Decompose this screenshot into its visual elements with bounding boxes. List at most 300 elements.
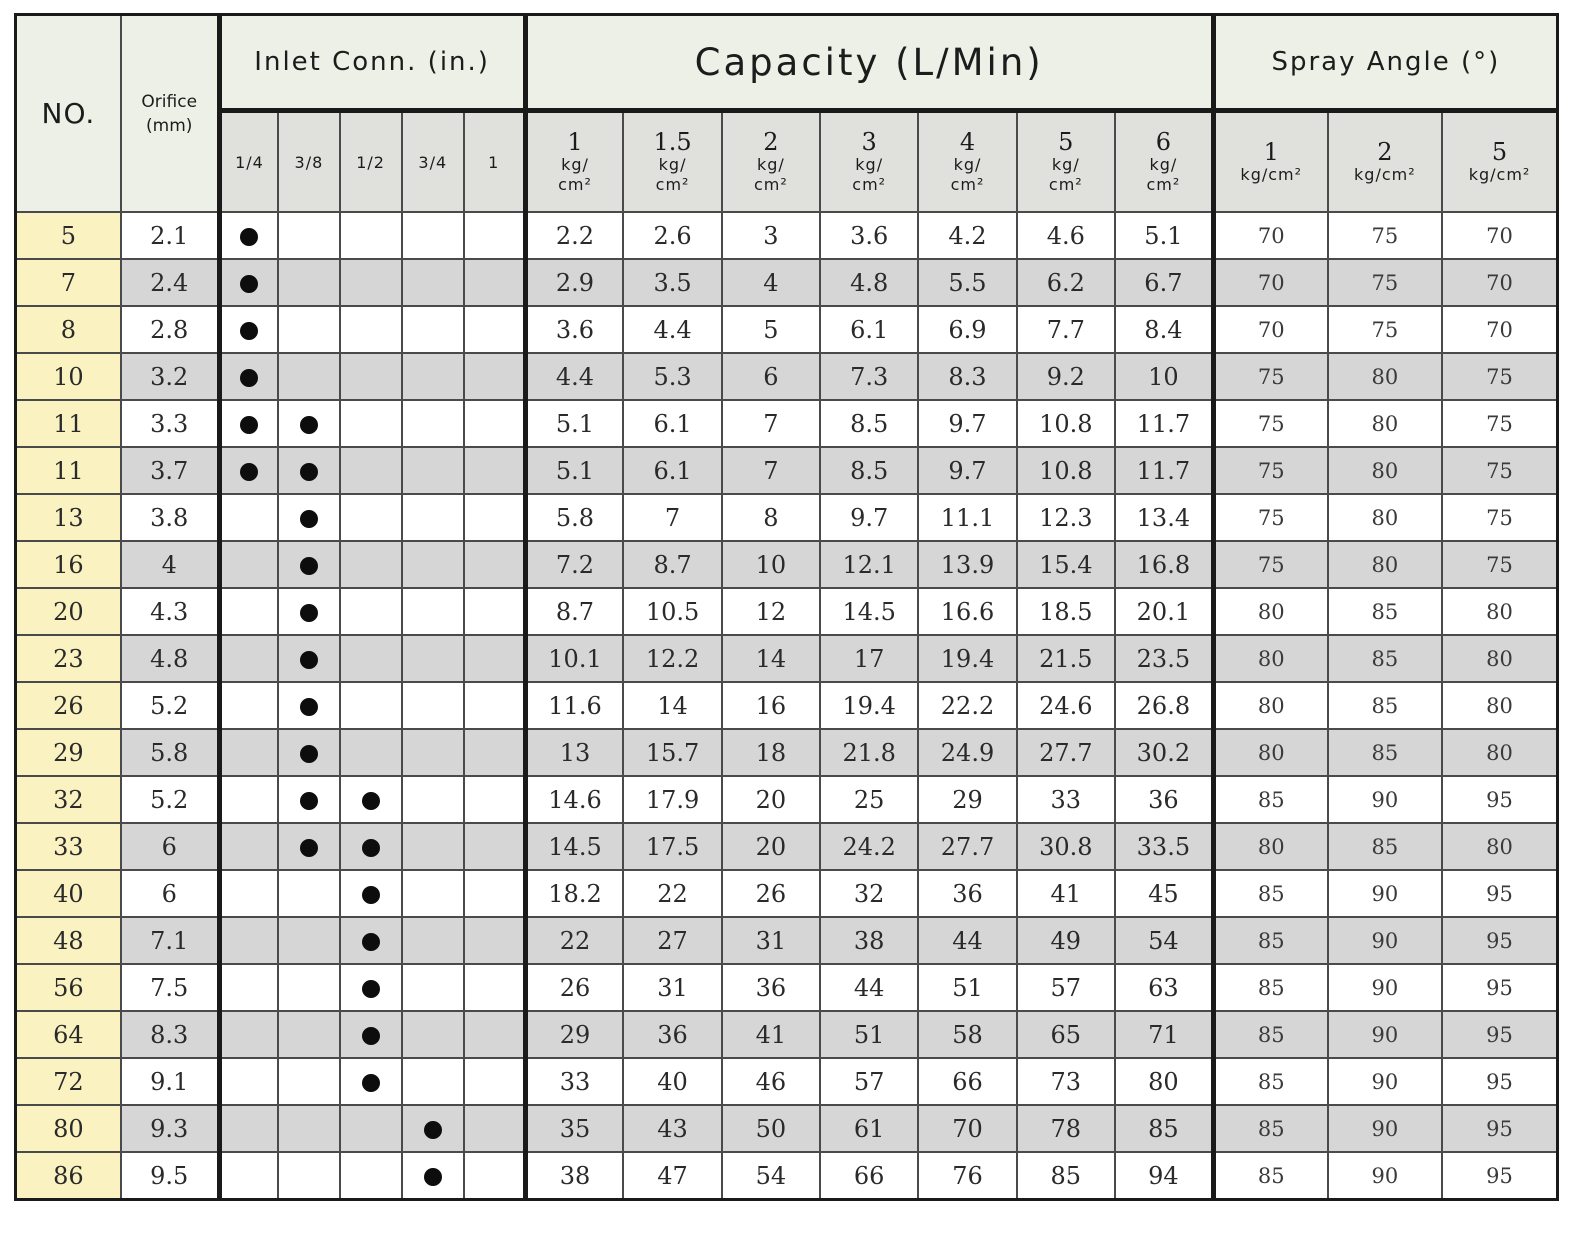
capacity-value: 22.2 bbox=[918, 682, 1016, 729]
capacity-value: 10 bbox=[1115, 353, 1213, 400]
filled-dot-icon bbox=[240, 416, 258, 434]
capacity-value: 94 bbox=[1115, 1152, 1213, 1200]
pressure-value: 1 bbox=[1263, 138, 1279, 166]
inlet-conn-cell bbox=[464, 588, 525, 635]
filled-dot-icon bbox=[362, 792, 380, 810]
table-row bbox=[16, 1152, 1558, 1200]
capacity-value: 51 bbox=[820, 1011, 918, 1058]
table-row bbox=[16, 635, 1558, 682]
table-row bbox=[16, 1105, 1558, 1152]
pressure-unit: kg/ bbox=[855, 155, 884, 174]
orifice-mm: 5.8 bbox=[121, 729, 219, 776]
capacity-value: 7 bbox=[722, 400, 820, 447]
capacity-value: 57 bbox=[820, 1058, 918, 1105]
capacity-value: 5.1 bbox=[525, 447, 623, 494]
filled-dot-icon bbox=[300, 745, 318, 763]
capacity-value: 58 bbox=[918, 1011, 1016, 1058]
inlet-conn-cell bbox=[402, 588, 464, 635]
inlet-conn-cell bbox=[219, 682, 278, 729]
capacity-value: 18 bbox=[722, 729, 820, 776]
capacity-value: 2.9 bbox=[525, 259, 623, 306]
inlet-conn-cell bbox=[340, 635, 402, 682]
inlet-conn-cell bbox=[340, 494, 402, 541]
inlet-conn-cell bbox=[278, 353, 339, 400]
capacity-value: 33 bbox=[1017, 776, 1115, 823]
capacity-value: 36 bbox=[1115, 776, 1213, 823]
capacity-value: 27.7 bbox=[1017, 729, 1115, 776]
capacity-value: 31 bbox=[623, 964, 721, 1011]
capacity-value: 19.4 bbox=[820, 682, 918, 729]
capacity-value: 65 bbox=[1017, 1011, 1115, 1058]
capacity-value: 13 bbox=[525, 729, 623, 776]
inlet-conn-cell bbox=[219, 870, 278, 917]
spray-angle-value: 85 bbox=[1213, 964, 1327, 1011]
capacity-value: 51 bbox=[918, 964, 1016, 1011]
table-row bbox=[16, 729, 1558, 776]
inlet-conn-cell bbox=[402, 1152, 464, 1200]
capacity-value: 66 bbox=[820, 1152, 918, 1200]
capacity-value: 25 bbox=[820, 776, 918, 823]
header-angle-pressure bbox=[1213, 111, 1327, 213]
capacity-value: 8.5 bbox=[820, 447, 918, 494]
orifice-mm: 3.2 bbox=[121, 353, 219, 400]
spray-angle-value: 75 bbox=[1213, 541, 1327, 588]
nozzle-number: 64 bbox=[16, 1011, 121, 1058]
inlet-conn-cell bbox=[464, 1011, 525, 1058]
capacity-value: 13.9 bbox=[918, 541, 1016, 588]
inlet-conn-cell bbox=[219, 541, 278, 588]
pressure-value: 1 bbox=[567, 128, 583, 156]
inlet-conn-cell bbox=[402, 1105, 464, 1152]
inlet-conn-cell bbox=[219, 1011, 278, 1058]
table-row bbox=[16, 306, 1558, 353]
orifice-mm: 4.8 bbox=[121, 635, 219, 682]
spray-angle-value: 95 bbox=[1442, 776, 1557, 823]
inlet-conn-cell bbox=[464, 400, 525, 447]
inlet-conn-cell bbox=[340, 541, 402, 588]
spray-angle-value: 70 bbox=[1442, 306, 1557, 353]
table-row bbox=[16, 588, 1558, 635]
nozzle-number: 20 bbox=[16, 588, 121, 635]
capacity-value: 17.9 bbox=[623, 776, 721, 823]
pressure-unit: cm² bbox=[655, 175, 690, 194]
table-row bbox=[16, 682, 1558, 729]
spray-angle-value: 75 bbox=[1213, 400, 1327, 447]
capacity-value: 3 bbox=[722, 212, 820, 259]
capacity-value: 8.5 bbox=[820, 400, 918, 447]
pressure-unit: cm² bbox=[753, 175, 788, 194]
spray-angle-value: 80 bbox=[1442, 729, 1557, 776]
inlet-conn-cell bbox=[219, 917, 278, 964]
orifice-mm: 7.1 bbox=[121, 917, 219, 964]
table-row bbox=[16, 823, 1558, 870]
spray-angle-value: 85 bbox=[1213, 1011, 1327, 1058]
capacity-value: 5 bbox=[722, 306, 820, 353]
inlet-conn-cell bbox=[340, 1105, 402, 1152]
header-capacity-pressure bbox=[1115, 111, 1213, 213]
table-row bbox=[16, 964, 1558, 1011]
inlet-conn-cell bbox=[402, 212, 464, 259]
spray-angle-value: 70 bbox=[1213, 212, 1327, 259]
table-row bbox=[16, 1058, 1558, 1105]
pressure-unit: kg/ bbox=[953, 155, 982, 174]
table-header bbox=[16, 15, 1558, 213]
inlet-conn-cell bbox=[340, 917, 402, 964]
spray-angle-value: 90 bbox=[1328, 1011, 1442, 1058]
table-body bbox=[16, 212, 1558, 1200]
inlet-conn-cell bbox=[464, 776, 525, 823]
capacity-value: 15.4 bbox=[1017, 541, 1115, 588]
pressure-unit: kg/cm² bbox=[1468, 165, 1531, 184]
sub-header-row bbox=[16, 111, 1558, 213]
spray-angle-value: 80 bbox=[1328, 400, 1442, 447]
capacity-value: 11.6 bbox=[525, 682, 623, 729]
capacity-value: 29 bbox=[525, 1011, 623, 1058]
orifice-mm: 5.2 bbox=[121, 776, 219, 823]
capacity-value: 7.3 bbox=[820, 353, 918, 400]
filled-dot-icon bbox=[300, 792, 318, 810]
table-row bbox=[16, 870, 1558, 917]
orifice-mm: 3.3 bbox=[121, 400, 219, 447]
capacity-value: 7 bbox=[722, 447, 820, 494]
inlet-conn-cell bbox=[464, 964, 525, 1011]
spray-angle-value: 80 bbox=[1442, 823, 1557, 870]
inlet-conn-cell bbox=[464, 353, 525, 400]
pressure-unit: kg/cm² bbox=[1354, 165, 1416, 184]
capacity-value: 17.5 bbox=[623, 823, 721, 870]
header-inlet-size: 1/2 bbox=[340, 111, 402, 213]
capacity-value: 6.1 bbox=[623, 447, 721, 494]
table-row bbox=[16, 541, 1558, 588]
spray-angle-value: 80 bbox=[1328, 353, 1442, 400]
inlet-conn-cell bbox=[464, 917, 525, 964]
capacity-value: 26 bbox=[722, 870, 820, 917]
table-row bbox=[16, 776, 1558, 823]
header-inlet-size: 3/4 bbox=[402, 111, 464, 213]
capacity-value: 41 bbox=[1017, 870, 1115, 917]
inlet-conn-cell bbox=[278, 964, 339, 1011]
filled-dot-icon bbox=[424, 1121, 442, 1139]
pressure-unit: cm² bbox=[558, 175, 592, 194]
capacity-value: 18.5 bbox=[1017, 588, 1115, 635]
header-spray-angle: Spray Angle (°) bbox=[1213, 15, 1557, 111]
inlet-conn-cell bbox=[278, 682, 339, 729]
capacity-value: 10.8 bbox=[1017, 400, 1115, 447]
capacity-value: 3.6 bbox=[820, 212, 918, 259]
spray-angle-value: 85 bbox=[1328, 682, 1442, 729]
capacity-value: 32 bbox=[820, 870, 918, 917]
filled-dot-icon bbox=[240, 228, 258, 246]
capacity-value: 4.4 bbox=[623, 306, 721, 353]
filled-dot-icon bbox=[240, 275, 258, 293]
capacity-value: 9.7 bbox=[820, 494, 918, 541]
orifice-mm: 2.8 bbox=[121, 306, 219, 353]
capacity-value: 14.6 bbox=[525, 776, 623, 823]
capacity-value: 45 bbox=[1115, 870, 1213, 917]
inlet-conn-cell bbox=[219, 1105, 278, 1152]
spray-angle-value: 80 bbox=[1442, 588, 1557, 635]
inlet-conn-cell bbox=[402, 541, 464, 588]
filled-dot-icon bbox=[300, 604, 318, 622]
spray-angle-value: 85 bbox=[1213, 1058, 1327, 1105]
inlet-conn-cell bbox=[278, 1011, 339, 1058]
capacity-value: 6.1 bbox=[623, 400, 721, 447]
capacity-value: 2.2 bbox=[525, 212, 623, 259]
inlet-conn-cell bbox=[278, 588, 339, 635]
orifice-mm: 4 bbox=[121, 541, 219, 588]
inlet-conn-cell bbox=[278, 306, 339, 353]
inlet-conn-cell bbox=[464, 635, 525, 682]
capacity-value: 7.2 bbox=[525, 541, 623, 588]
capacity-value: 44 bbox=[918, 917, 1016, 964]
capacity-value: 70 bbox=[918, 1105, 1016, 1152]
inlet-conn-cell bbox=[402, 1011, 464, 1058]
inlet-conn-cell bbox=[219, 494, 278, 541]
inlet-conn-cell bbox=[340, 306, 402, 353]
nozzle-spec-table bbox=[14, 13, 1559, 1201]
capacity-value: 35 bbox=[525, 1105, 623, 1152]
filled-dot-icon bbox=[362, 1027, 380, 1045]
capacity-value: 19.4 bbox=[918, 635, 1016, 682]
spray-angle-value: 75 bbox=[1442, 353, 1557, 400]
header-capacity-pressure bbox=[623, 111, 721, 213]
capacity-value: 24.2 bbox=[820, 823, 918, 870]
inlet-conn-cell bbox=[464, 1152, 525, 1200]
spray-angle-value: 75 bbox=[1213, 447, 1327, 494]
inlet-conn-cell bbox=[464, 729, 525, 776]
capacity-value: 4.4 bbox=[525, 353, 623, 400]
capacity-value: 54 bbox=[1115, 917, 1213, 964]
capacity-value: 11.7 bbox=[1115, 400, 1213, 447]
capacity-value: 78 bbox=[1017, 1105, 1115, 1152]
nozzle-number: 11 bbox=[16, 400, 121, 447]
capacity-value: 5.8 bbox=[525, 494, 623, 541]
spray-angle-value: 80 bbox=[1213, 729, 1327, 776]
capacity-value: 17 bbox=[820, 635, 918, 682]
spray-angle-value: 70 bbox=[1213, 259, 1327, 306]
orifice-mm: 5.2 bbox=[121, 682, 219, 729]
table-row bbox=[16, 212, 1558, 259]
capacity-value: 49 bbox=[1017, 917, 1115, 964]
spray-angle-value: 80 bbox=[1213, 635, 1327, 682]
inlet-conn-cell bbox=[219, 212, 278, 259]
header-angle-pressure bbox=[1328, 111, 1442, 213]
inlet-conn-cell bbox=[278, 870, 339, 917]
header-capacity-pressure bbox=[820, 111, 918, 213]
inlet-conn-cell bbox=[278, 1152, 339, 1200]
capacity-value: 40 bbox=[623, 1058, 721, 1105]
pressure-unit: kg/cm² bbox=[1240, 165, 1303, 184]
filled-dot-icon bbox=[362, 886, 380, 904]
nozzle-number: 7 bbox=[16, 259, 121, 306]
capacity-value: 20 bbox=[722, 776, 820, 823]
header-capacity-pressure bbox=[918, 111, 1016, 213]
header-capacity-pressure bbox=[1017, 111, 1115, 213]
capacity-value: 26.8 bbox=[1115, 682, 1213, 729]
header-inlet-size: 3/8 bbox=[278, 111, 339, 213]
filled-dot-icon bbox=[300, 698, 318, 716]
inlet-conn-cell bbox=[340, 212, 402, 259]
capacity-value: 16 bbox=[722, 682, 820, 729]
orifice-mm: 8.3 bbox=[121, 1011, 219, 1058]
capacity-value: 36 bbox=[623, 1011, 721, 1058]
spray-angle-value: 75 bbox=[1442, 541, 1557, 588]
table-row bbox=[16, 447, 1558, 494]
capacity-value: 30.2 bbox=[1115, 729, 1213, 776]
capacity-value: 80 bbox=[1115, 1058, 1213, 1105]
capacity-value: 26 bbox=[525, 964, 623, 1011]
header-orifice-unit: (mm) bbox=[146, 115, 193, 136]
capacity-value: 14.5 bbox=[820, 588, 918, 635]
pressure-unit: cm² bbox=[1146, 175, 1181, 194]
inlet-conn-cell bbox=[464, 870, 525, 917]
table-row bbox=[16, 494, 1558, 541]
nozzle-number: 32 bbox=[16, 776, 121, 823]
capacity-value: 16.6 bbox=[918, 588, 1016, 635]
nozzle-number: 48 bbox=[16, 917, 121, 964]
nozzle-number: 86 bbox=[16, 1152, 121, 1200]
spray-angle-value: 75 bbox=[1213, 494, 1327, 541]
capacity-value: 10.5 bbox=[623, 588, 721, 635]
capacity-value: 12.1 bbox=[820, 541, 918, 588]
spray-angle-value: 90 bbox=[1328, 1058, 1442, 1105]
inlet-conn-cell bbox=[278, 823, 339, 870]
inlet-conn-cell bbox=[402, 729, 464, 776]
capacity-value: 71 bbox=[1115, 1011, 1213, 1058]
inlet-conn-cell bbox=[278, 400, 339, 447]
inlet-conn-cell bbox=[278, 917, 339, 964]
header-capacity: Capacity (L/Min) bbox=[525, 15, 1213, 111]
spray-angle-value: 70 bbox=[1213, 306, 1327, 353]
header-capacity-pressure bbox=[722, 111, 820, 213]
inlet-conn-cell bbox=[219, 353, 278, 400]
capacity-value: 24.6 bbox=[1017, 682, 1115, 729]
spray-angle-value: 75 bbox=[1213, 353, 1327, 400]
orifice-mm: 3.7 bbox=[121, 447, 219, 494]
inlet-conn-cell bbox=[464, 823, 525, 870]
header-capacity-pressure bbox=[525, 111, 623, 213]
spray-angle-value: 95 bbox=[1442, 870, 1557, 917]
inlet-conn-cell bbox=[402, 682, 464, 729]
inlet-conn-cell bbox=[340, 870, 402, 917]
spray-angle-value: 70 bbox=[1442, 212, 1557, 259]
spray-angle-value: 85 bbox=[1328, 729, 1442, 776]
spray-angle-value: 85 bbox=[1213, 776, 1327, 823]
capacity-value: 36 bbox=[722, 964, 820, 1011]
inlet-conn-cell bbox=[464, 212, 525, 259]
capacity-value: 5.5 bbox=[918, 259, 1016, 306]
capacity-value: 2.6 bbox=[623, 212, 721, 259]
filled-dot-icon bbox=[240, 463, 258, 481]
capacity-value: 63 bbox=[1115, 964, 1213, 1011]
capacity-value: 47 bbox=[623, 1152, 721, 1200]
capacity-value: 38 bbox=[525, 1152, 623, 1200]
capacity-value: 36 bbox=[918, 870, 1016, 917]
spray-angle-value: 95 bbox=[1442, 1152, 1557, 1200]
inlet-conn-cell bbox=[464, 259, 525, 306]
nozzle-number: 10 bbox=[16, 353, 121, 400]
inlet-conn-cell bbox=[278, 494, 339, 541]
capacity-value: 18.2 bbox=[525, 870, 623, 917]
capacity-value: 44 bbox=[820, 964, 918, 1011]
filled-dot-icon bbox=[300, 463, 318, 481]
inlet-conn-cell bbox=[219, 964, 278, 1011]
filled-dot-icon bbox=[240, 322, 258, 340]
spray-angle-value: 75 bbox=[1328, 306, 1442, 353]
inlet-conn-cell bbox=[219, 729, 278, 776]
capacity-value: 6 bbox=[722, 353, 820, 400]
capacity-value: 4.6 bbox=[1017, 212, 1115, 259]
pressure-unit: kg/ bbox=[1051, 155, 1080, 174]
capacity-value: 76 bbox=[918, 1152, 1016, 1200]
capacity-value: 10.1 bbox=[525, 635, 623, 682]
capacity-value: 10 bbox=[722, 541, 820, 588]
header-angle-pressure bbox=[1442, 111, 1557, 213]
inlet-conn-cell bbox=[219, 447, 278, 494]
capacity-value: 3.6 bbox=[525, 306, 623, 353]
nozzle-number: 80 bbox=[16, 1105, 121, 1152]
spray-angle-value: 80 bbox=[1328, 541, 1442, 588]
table-row bbox=[16, 1011, 1558, 1058]
capacity-value: 20.1 bbox=[1115, 588, 1213, 635]
inlet-conn-cell bbox=[402, 306, 464, 353]
capacity-value: 14 bbox=[722, 635, 820, 682]
pressure-value: 2 bbox=[763, 128, 779, 156]
pressure-value: 4 bbox=[959, 128, 976, 156]
inlet-conn-cell bbox=[402, 259, 464, 306]
inlet-conn-cell bbox=[278, 776, 339, 823]
inlet-conn-cell bbox=[402, 870, 464, 917]
inlet-conn-cell bbox=[340, 259, 402, 306]
capacity-value: 22 bbox=[525, 917, 623, 964]
filled-dot-icon bbox=[300, 510, 318, 528]
inlet-conn-cell bbox=[464, 447, 525, 494]
inlet-conn-cell bbox=[340, 776, 402, 823]
orifice-mm: 4.3 bbox=[121, 588, 219, 635]
capacity-value: 4 bbox=[722, 259, 820, 306]
pressure-unit: kg/ bbox=[756, 155, 785, 174]
orifice-mm: 9.3 bbox=[121, 1105, 219, 1152]
filled-dot-icon bbox=[300, 839, 318, 857]
capacity-value: 5.1 bbox=[525, 400, 623, 447]
capacity-value: 14.5 bbox=[525, 823, 623, 870]
capacity-value: 27 bbox=[623, 917, 721, 964]
nozzle-number: 56 bbox=[16, 964, 121, 1011]
capacity-value: 8.7 bbox=[623, 541, 721, 588]
spray-angle-value: 80 bbox=[1442, 635, 1557, 682]
inlet-conn-cell bbox=[402, 447, 464, 494]
capacity-value: 20 bbox=[722, 823, 820, 870]
capacity-value: 27.7 bbox=[918, 823, 1016, 870]
spray-angle-value: 90 bbox=[1328, 870, 1442, 917]
inlet-conn-cell bbox=[464, 1105, 525, 1152]
inlet-conn-cell bbox=[464, 494, 525, 541]
inlet-conn-cell bbox=[219, 259, 278, 306]
capacity-value: 9.7 bbox=[918, 400, 1016, 447]
capacity-value: 4.2 bbox=[918, 212, 1016, 259]
spray-angle-value: 95 bbox=[1442, 1058, 1557, 1105]
inlet-conn-cell bbox=[278, 259, 339, 306]
filled-dot-icon bbox=[362, 1074, 380, 1092]
inlet-conn-cell bbox=[340, 400, 402, 447]
inlet-conn-cell bbox=[219, 306, 278, 353]
table-row bbox=[16, 353, 1558, 400]
spray-angle-value: 85 bbox=[1213, 917, 1327, 964]
spray-angle-value: 75 bbox=[1328, 212, 1442, 259]
spray-angle-value: 75 bbox=[1442, 400, 1557, 447]
spray-angle-value: 85 bbox=[1328, 635, 1442, 682]
pressure-unit: kg/ bbox=[1149, 155, 1178, 174]
